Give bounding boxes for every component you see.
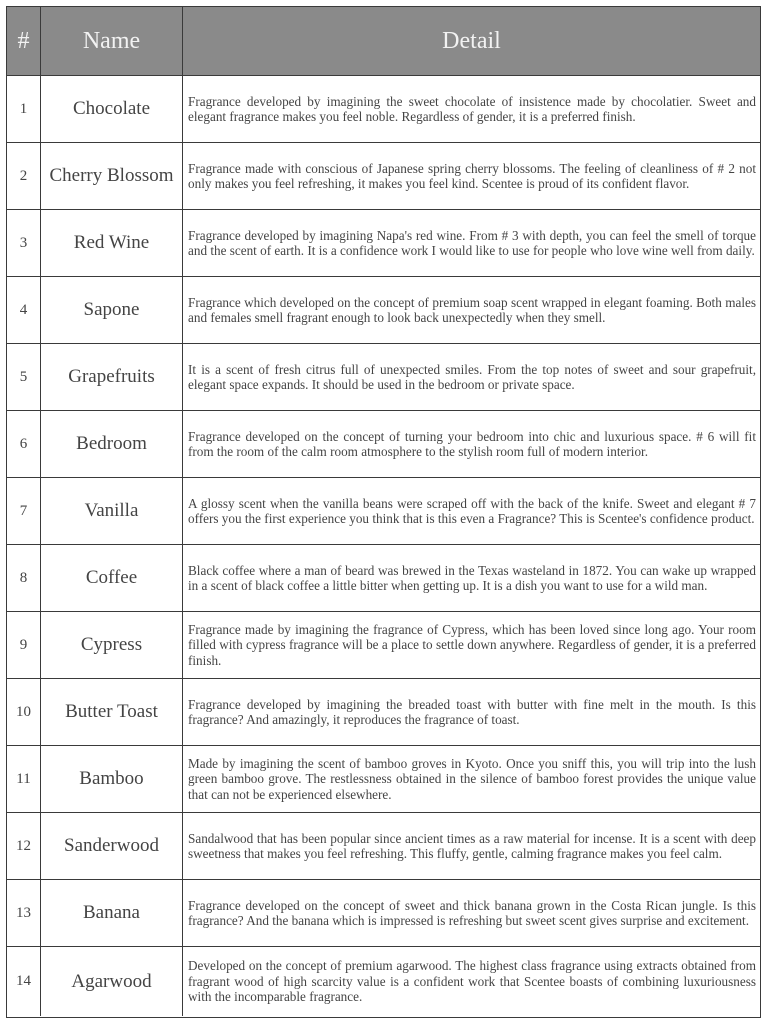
row-number: 5: [7, 344, 41, 410]
row-number: 12: [7, 813, 41, 879]
row-number: 13: [7, 880, 41, 946]
row-number: 1: [7, 76, 41, 142]
row-detail: Black coffee where a man of beard was brewed in the Texas wasteland in 1872. You can wake up wrapped in a scent of black coffee a little bitter when getting up. It is a dish you want to use for a wild man.: [188, 562, 756, 593]
row-name: Coffee: [41, 545, 183, 611]
row-name: Sanderwood: [41, 813, 183, 879]
row-name: Cherry Blossom: [41, 143, 183, 209]
table-row: [7, 143, 760, 210]
table-row: [7, 813, 760, 880]
row-name: Grapefruits: [41, 344, 183, 410]
row-detail: Fragrance developed by imagining the breaded toast with butter with fine melt in the mouth. Is this fragrance? And amazingly, it reproduces the fragrance of toast.: [188, 696, 756, 727]
row-number: 3: [7, 210, 41, 276]
row-number: 6: [7, 411, 41, 477]
table-row: [7, 411, 760, 478]
row-number: 4: [7, 277, 41, 343]
table-header: [7, 7, 760, 76]
table-row: [7, 210, 760, 277]
row-detail: Fragrance developed by imagining the sweet chocolate of insistence made by chocolatier. Sweet and elegant fragrance makes you feel noble. Regardless of gender, it is a preferred finish.: [188, 93, 756, 124]
table-row: [7, 947, 760, 1016]
table-body: [7, 76, 760, 1016]
table-row: [7, 880, 760, 947]
row-number: 11: [7, 746, 41, 812]
row-name: Bedroom: [41, 411, 183, 477]
row-detail: Made by imagining the scent of bamboo groves in Kyoto. Once you sniff this, you will trip into the lush green bamboo grove. The restlessness obtained in the silence of bamboo forest provides the unique value that can not be experienced elsewhere.: [188, 755, 756, 802]
row-number: 10: [7, 679, 41, 745]
row-number: 9: [7, 612, 41, 678]
row-number: 7: [7, 478, 41, 544]
row-detail: Fragrance developed on the concept of sweet and thick banana grown in the Costa Rican jungle. Is this fragrance? And the banana which is impressed is refreshing but sweet scent gives surprise and excitement.: [188, 897, 756, 928]
row-name: Cypress: [41, 612, 183, 678]
row-number: 2: [7, 143, 41, 209]
table-row: [7, 746, 760, 813]
row-name: Vanilla: [41, 478, 183, 544]
row-name: Banana: [41, 880, 183, 946]
row-number: 14: [7, 947, 41, 1016]
row-detail: Sandalwood that has been popular since ancient times as a raw material for incense. It is a scent with deep sweetness that makes you feel refreshing. This fluffy, gentle, calming fragrance makes you feel calm.: [188, 830, 756, 861]
row-detail: Fragrance developed by imagining Napa's red wine. From # 3 with depth, you can feel the smell of torque and the scent of earth. It is a confidence work I would like to use for people who love wine well from daily.: [188, 227, 756, 258]
table-row: [7, 545, 760, 612]
header-number: #: [7, 7, 41, 75]
fragrance-table: [6, 6, 761, 1018]
row-name: Red Wine: [41, 210, 183, 276]
header-name: Name: [41, 7, 183, 75]
row-detail: A glossy scent when the vanilla beans were scraped off with the back of the knife. Sweet and elegant # 7 offers you the first experience you think that is this even a Fragrance? This is Scentee's confidence product.: [188, 495, 756, 526]
row-name: Chocolate: [41, 76, 183, 142]
table-row: [7, 277, 760, 344]
row-name: Sapone: [41, 277, 183, 343]
row-detail: Fragrance developed on the concept of turning your bedroom into chic and luxurious space. # 6 will fit from the room of the calm room atmosphere to the stylish room full of modern interior.: [188, 428, 756, 459]
row-detail: Fragrance made with conscious of Japanese spring cherry blossoms. The feeling of cleanliness of # 2 not only makes you feel refreshing, it makes you feel kind. Scentee is proud of its confident flavor.: [188, 160, 756, 191]
row-detail: Fragrance which developed on the concept of premium soap scent wrapped in elegant foaming. Both males and females smell fragrant enough to look back unexpectedly when they smell.: [188, 294, 756, 325]
row-detail: It is a scent of fresh citrus full of unexpected smiles. From the top notes of sweet and sour grapefruit, elegant space expands. It should be used in the bedroom or private space.: [188, 361, 756, 392]
header-detail: Detail: [442, 27, 501, 54]
row-detail: Fragrance made by imagining the fragrance of Cypress, which has been loved since long ago. Your room filled with cypress fragrance will be a place to settle down anywhere. Regardless of gender, it is a preferred finish.: [188, 621, 756, 668]
table-row: [7, 679, 760, 746]
row-name: Agarwood: [41, 947, 183, 1016]
table-row: [7, 344, 760, 411]
table-row: [7, 612, 760, 679]
row-name: Butter Toast: [41, 679, 183, 745]
row-detail: Developed on the concept of premium agarwood. The highest class fragrance using extracts obtained from fragrant wood of high scarcity value is a confident work that Scentee boasts of combining luxuriousness with the incomparable fragrance.: [188, 958, 756, 1005]
table-row: [7, 76, 760, 143]
table-row: [7, 478, 760, 545]
row-name: Bamboo: [41, 746, 183, 812]
row-number: 8: [7, 545, 41, 611]
